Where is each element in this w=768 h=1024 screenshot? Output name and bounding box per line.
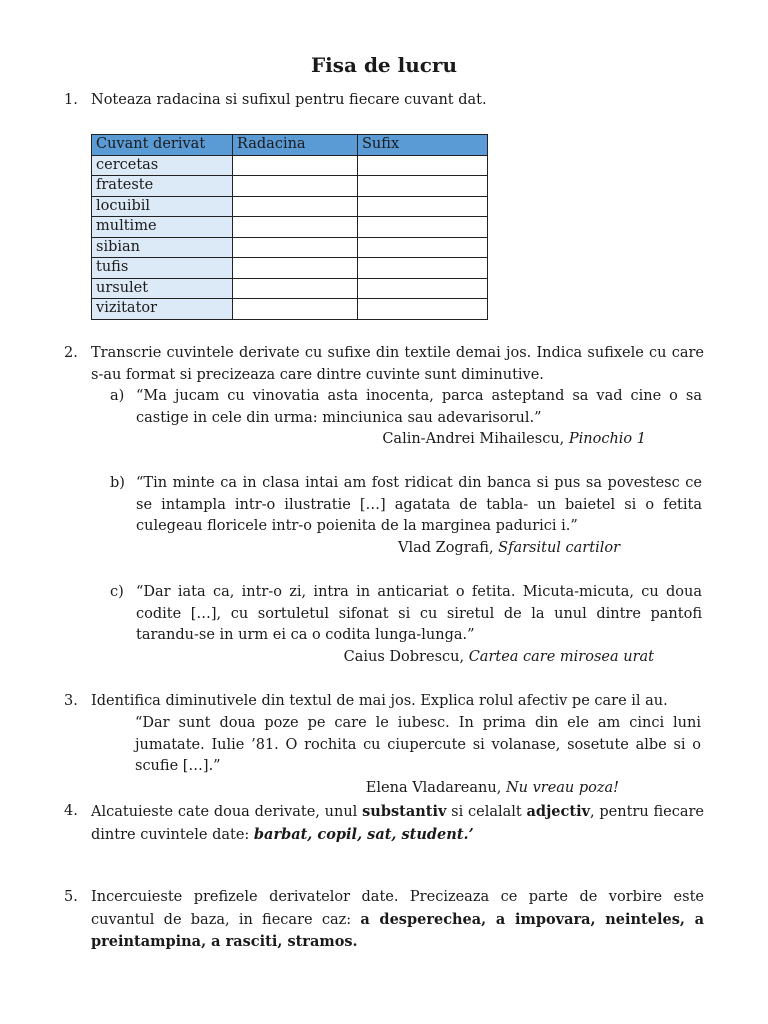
word-cell: locuibil [92, 196, 233, 217]
source-work: Pinochio 1 [568, 431, 646, 447]
root-cell[interactable] [233, 176, 358, 197]
excerpt-text: “Dar sunt doua poze pe care le iubesc. In prima din ele am cinci luni jumatate. Iulie ’81. O rochita cu ciupercute si volanase, sosetute albe si o scufie […].” [135, 715, 701, 774]
word-cell: tufis [92, 258, 233, 279]
table-row [92, 196, 488, 217]
word-list: a desperechea, a impovara, neinteles, a preintampina, a rasciti, stramos. [91, 910, 704, 950]
word-cell: sibian [92, 237, 233, 258]
question-5 [64, 887, 704, 954]
derivation-table [91, 134, 488, 320]
word-list: barbat, copil, sat, student.’ [253, 825, 474, 843]
text-segment: si celalalt [446, 804, 527, 820]
source-author: Calin-Andrei Mihailescu, [382, 431, 569, 447]
text-segment: Incercuieste prefizele derivatelor date. Precizeaza ce parte de vorbire este cuvantul de baza, in fiecare caz: [91, 889, 704, 928]
source-author: Elena Vladareanu, [365, 779, 506, 796]
question-number: 2. [64, 345, 78, 361]
table-header-row [92, 135, 488, 156]
excerpt-source [110, 538, 702, 560]
table-row [92, 155, 488, 176]
question-number: 1. [64, 92, 78, 108]
column-header: Radacina [233, 135, 358, 156]
excerpt-text: “Ma jucam cu vinovatia asta inocenta, parca asteptand sa vad cine o sa castige in cele din urma: minciunica sau adevarisorul.” [136, 388, 702, 426]
excerpt-a [110, 386, 702, 451]
root-cell[interactable] [233, 299, 358, 320]
source-work: Nu vreau poza! [505, 779, 619, 796]
excerpt-text: “Tin minte ca in clasa intai am fost ridicat din banca si pus sa povestesc ce se intampla intr-o ilustratie […] agatata de tabla- un baietel si o fetita culegeau floricele intr-o poienita de la marginea padurici i.” [136, 475, 702, 534]
root-cell[interactable] [233, 258, 358, 279]
page-title: Fisa de lucru [310, 53, 458, 77]
excerpt-source [110, 647, 702, 669]
excerpt-label: b) [110, 475, 125, 491]
suffix-cell[interactable] [358, 176, 488, 197]
question-text: Transcrie cuvintele derivate cu sufixe din textile demai jos. Indica sufixele cu care s-au format si precizeaza care dintre cuvinte sunt diminutive. [91, 345, 704, 383]
question-number: 5. [64, 889, 78, 905]
word-cell: cercetas [92, 155, 233, 176]
suffix-cell[interactable] [358, 278, 488, 299]
question-text [91, 801, 704, 846]
bold-term: adjectiv [526, 803, 590, 820]
question-1 [64, 90, 704, 112]
suffix-cell[interactable] [358, 217, 488, 238]
source-work: Sfarsitul cartilor [498, 539, 620, 556]
suffix-cell[interactable] [358, 299, 488, 320]
source-work: Cartea care mirosea urat [468, 648, 654, 665]
question-2 [64, 343, 704, 386]
excerpt-label: c) [110, 584, 124, 600]
excerpt-d [135, 713, 701, 799]
question-text [91, 887, 704, 954]
root-cell[interactable] [233, 196, 358, 217]
text-segment: Alcatuieste cate doua derivate, unul [91, 804, 363, 820]
source-author: Vlad Zografi, [397, 539, 499, 556]
word-cell: frateste [92, 176, 233, 197]
bold-term: substantiv [362, 803, 447, 820]
excerpt-source [135, 778, 701, 800]
suffix-cell[interactable] [358, 258, 488, 279]
table-row [92, 278, 488, 299]
suffix-cell[interactable] [358, 196, 488, 217]
suffix-cell[interactable] [358, 155, 488, 176]
excerpt-c [110, 582, 702, 668]
table-row [92, 258, 488, 279]
question-text: Noteaza radacina si sufixul pentru fiecare cuvant dat. [91, 92, 487, 108]
excerpt-text: “Dar iata ca, intr-o zi, intra in anticariat o fetita. Micuta-micuta, cu doua codite […], cu sortuletul sifonat si cu siretul de la unul dintre pantofi tarandu-se in urm ei ca o codita lunga-lunga.” [136, 584, 702, 643]
column-header: Cuvant derivat [92, 135, 233, 156]
column-header: Sufix [358, 135, 488, 156]
question-3 [64, 691, 704, 713]
question-4 [64, 801, 704, 846]
source-author: Caius Dobrescu, [343, 648, 469, 665]
root-cell[interactable] [233, 155, 358, 176]
root-cell[interactable] [233, 217, 358, 238]
question-number: 4. [64, 803, 78, 819]
excerpt-label: a) [110, 388, 125, 404]
excerpt-b [110, 473, 702, 559]
question-number: 3. [64, 693, 78, 709]
text-segment: , pentru fiecare dintre cuvintele date: [91, 804, 704, 843]
suffix-cell[interactable] [358, 237, 488, 258]
table-row [92, 299, 488, 320]
table-row [92, 217, 488, 238]
question-text: Identifica diminutivele din textul de mai jos. Explica rolul afectiv pe care il au. [91, 693, 668, 709]
root-cell[interactable] [233, 237, 358, 258]
table-row [92, 176, 488, 197]
word-cell: multime [92, 217, 233, 238]
word-cell: ursulet [92, 278, 233, 299]
word-cell: vizitator [92, 299, 233, 320]
table-row [92, 237, 488, 258]
excerpt-source [110, 429, 702, 451]
root-cell[interactable] [233, 278, 358, 299]
